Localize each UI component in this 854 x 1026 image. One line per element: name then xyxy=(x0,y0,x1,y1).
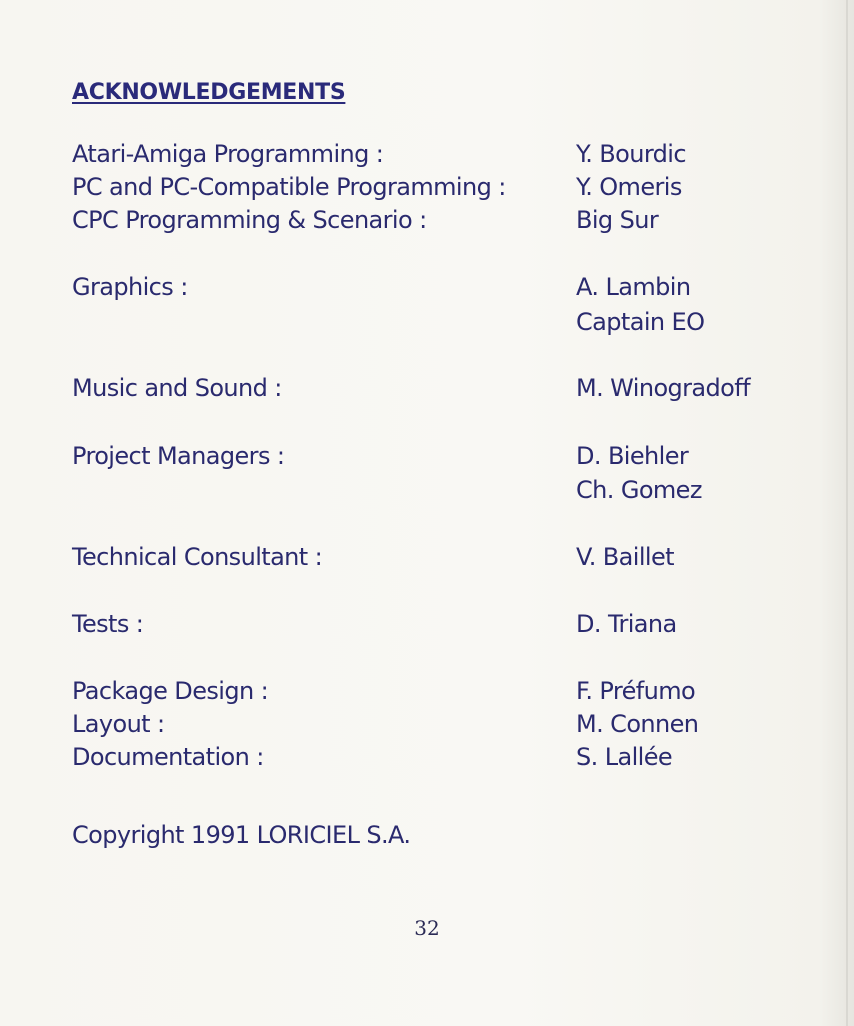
credit-name: Y. Bourdic xyxy=(576,140,686,168)
credit-role: Atari-Amiga Programming : xyxy=(72,140,384,168)
credit-name: Big Sur xyxy=(576,206,659,234)
credit-role: Layout : xyxy=(72,710,165,738)
credit-name: D. Triana xyxy=(576,610,677,638)
copyright-text: Copyright 1991 LORICIEL S.A. xyxy=(72,821,411,849)
credit-role: Documentation : xyxy=(72,743,264,771)
credit-name: A. Lambin xyxy=(576,273,691,301)
credit-name: D. Biehler xyxy=(576,442,689,470)
credit-role: Graphics : xyxy=(72,273,188,301)
credit-name: Captain EO xyxy=(576,308,705,336)
credit-role: Tests : xyxy=(72,610,144,638)
credit-role: PC and PC-Compatible Programming : xyxy=(72,173,506,201)
page-edge xyxy=(846,0,848,1026)
acknowledgements-heading: ACKNOWLEDGEMENTS xyxy=(72,80,346,105)
credit-name: Y. Omeris xyxy=(576,173,682,201)
credit-role: Package Design : xyxy=(72,677,269,705)
credit-name: Ch. Gomez xyxy=(576,476,702,504)
credit-name: M. Winogradoff xyxy=(576,374,750,402)
credit-role: CPC Programming & Scenario : xyxy=(72,206,427,234)
credit-role: Technical Consultant : xyxy=(72,543,323,571)
credit-role: Music and Sound : xyxy=(72,374,282,402)
page-number: 32 xyxy=(414,916,440,940)
credit-name: V. Baillet xyxy=(576,543,674,571)
credit-role: Project Managers : xyxy=(72,442,285,470)
credit-name: M. Connen xyxy=(576,710,699,738)
credit-name: S. Lallée xyxy=(576,743,673,771)
credit-name: F. Préfumo xyxy=(576,677,696,705)
